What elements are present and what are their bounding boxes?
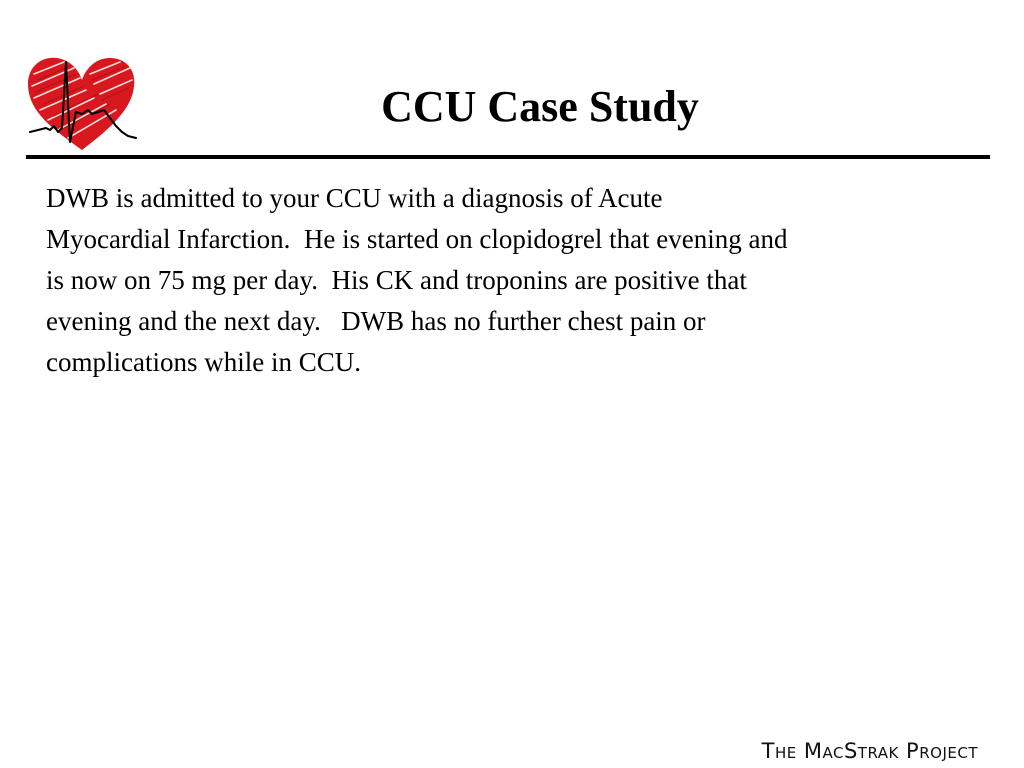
case-description-line: is now on 75 mg per day. His CK and troponins are positive that — [46, 265, 747, 295]
title-divider — [26, 155, 990, 159]
case-description-line: DWB is admitted to your CCU with a diagnosis of Acute — [46, 183, 663, 213]
heart-ecg-icon — [24, 52, 142, 162]
case-description — [46, 178, 976, 383]
case-description-line: complications while in CCU. — [46, 347, 361, 377]
case-description-line: Myocardial Infarction. He is started on clopidogrel that evening and — [46, 224, 788, 254]
slide-title: CCU Case Study — [381, 82, 699, 131]
footer-project-name: The MacStrak Project — [761, 739, 978, 763]
case-description-line: evening and the next day. DWB has no further chest pain or — [46, 306, 706, 336]
